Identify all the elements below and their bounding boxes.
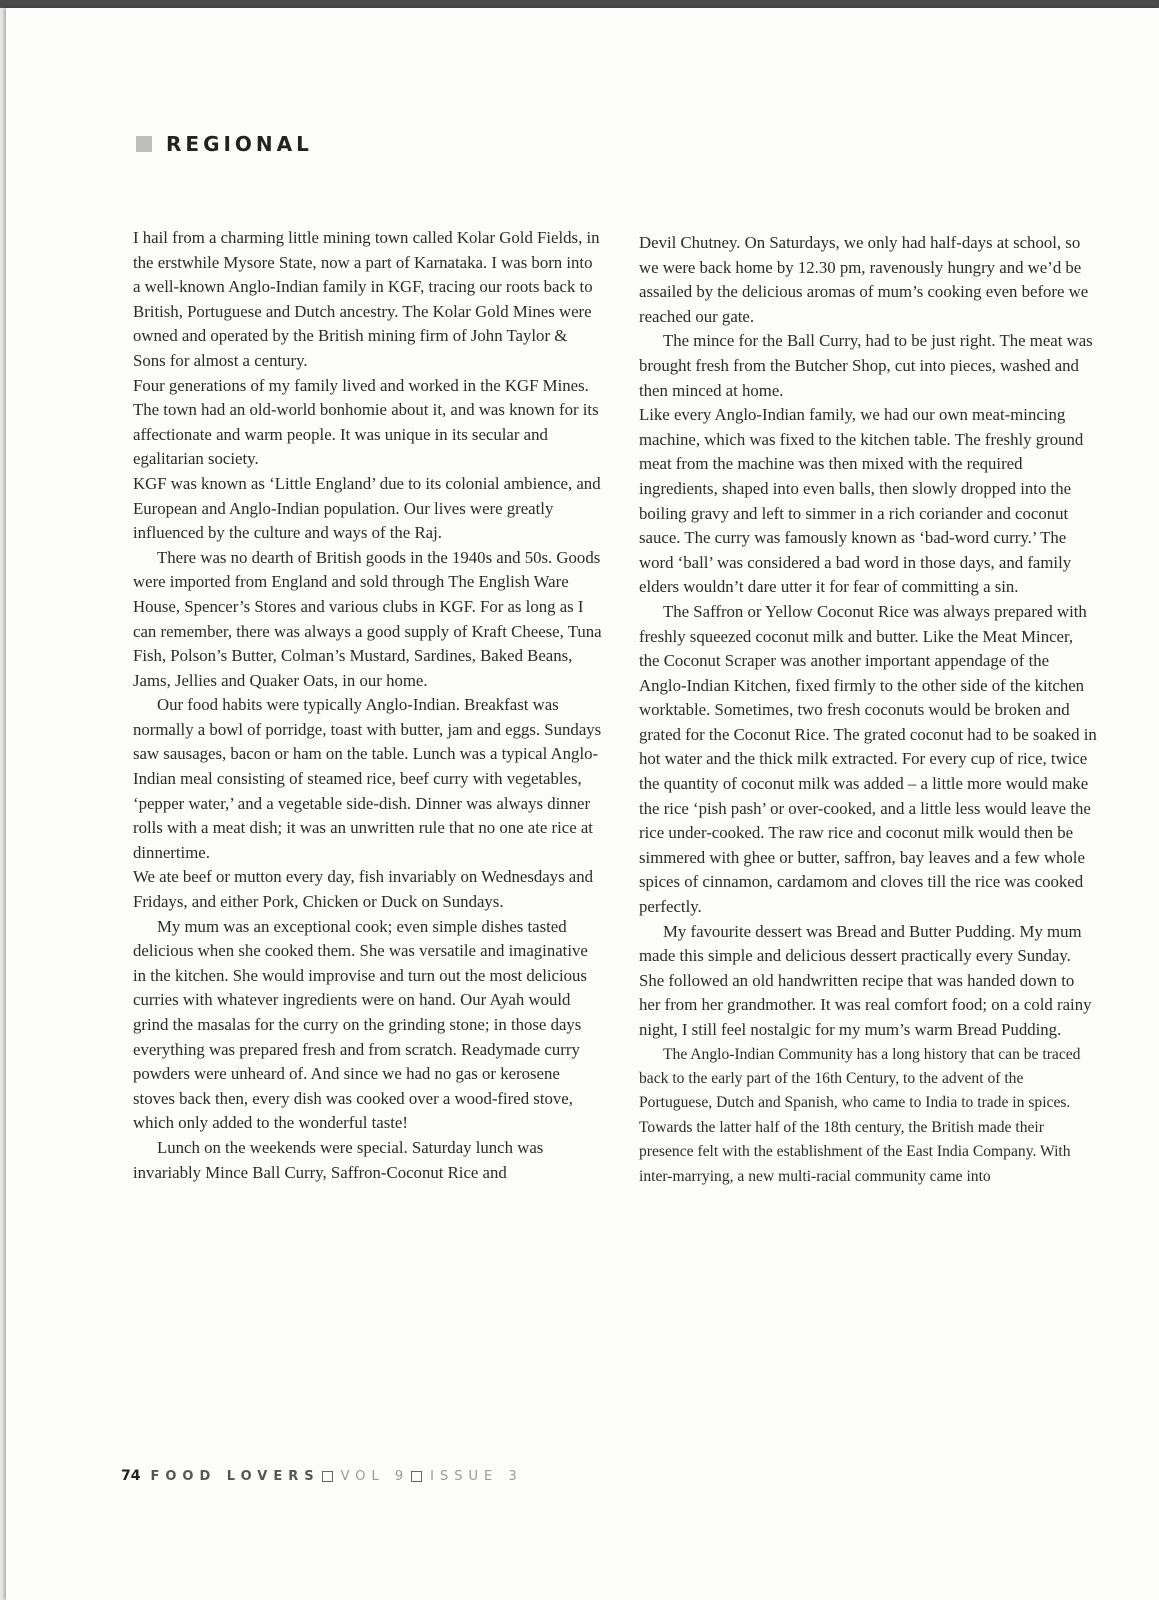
section-square-icon xyxy=(136,136,152,152)
paragraph: The Saffron or Yellow Coconut Rice was always prepared with freshly squeezed coconut milk and butter. Like the Meat Mincer, the Coconut Scraper was another important appendage of the Anglo-Indian Kitchen, fixed firmly to the other side of the kitchen worktable. Sometimes, two fresh coconuts would be broken and grated for the Coconut Rice. The grated coconut had to be soaked in hot water and the thick milk extracted. For every cup of rice, twice the quantity of coconut milk was added – a little more would make the rice ‘pish pash’ or over-cooked, and a little less would leave the rice under-cooked. The raw rice and coconut milk would then be simmered with ghee or butter, saffron, bay leaves and a few whole spices of cinnamon, cardamom and cloves till the rice was cooked perfectly. xyxy=(639,601,1097,917)
paragraph: KGF was known as ‘Little England’ due to its colonial ambience, and European and Anglo-Indian population. Our lives were greatly influenced by the culture and ways of the Raj. xyxy=(133,473,601,543)
paragraph: The Anglo-Indian Community has a long history that can be traced back to the early part of the 16th Century, to the advent of the Portuguese, Dutch and Spanish, who came to India to trade in spices. Towards the latter half of the 18th century, the British made their presence felt with the establishment of the East India Company. With inter-marrying, a new multi-racial community came into xyxy=(639,1045,1081,1185)
page-footer xyxy=(121,1468,523,1484)
left-column xyxy=(133,226,603,1185)
issue-label: ISSUE 3 xyxy=(430,1468,523,1484)
paragraph: Like every Anglo-Indian family, we had our own meat-mincing machine, which was fixed to the kitchen table. The freshly ground meat from the machine was then mixed with the required ingredients, shaped into even balls, then slowly dropped into the boiling gravy and left to simmer in a rich coriander and coconut sauce. The curry was famously known as ‘bad-word curry.’ The word ‘ball’ was considered a bad word in those days, and family elders wouldn’t dare utter it for fear of committing a sin. xyxy=(639,405,1084,597)
scan-top-edge xyxy=(0,0,1159,8)
page-number: 74 xyxy=(121,1468,141,1484)
paragraph: There was no dearth of British goods in the 1940s and 50s. Goods were imported from England and sold through The English Ware House, Spencer’s Stores and various clubs in KGF. For as long as I can remember, there was always a good supply of Kraft Cheese, Tuna Fish, Polson’s Butter, Colman’s Mustard, Sardines, Baked Beans, Jams, Jellies and Quaker Oats, in our home. xyxy=(133,547,602,690)
volume-label: VOL 9 xyxy=(340,1468,410,1484)
separator-box-icon xyxy=(322,1471,333,1482)
paragraph: My mum was an exceptional cook; even simple dishes tasted delicious when she cooked them. She was versatile and imaginative in the kitchen. She would improvise and turn out the most delicious curries with whatever ingredients were on hand. Our Ayah would grind the masalas for the curry on the grinding stone; in those days everything was prepared fresh and from scratch. Readymade curry powders were unheard of. And since we had no gas or kerosene stoves back then, every dish was cooked over a wood-fired stove, which only added to the wonderful taste! xyxy=(133,916,588,1133)
section-label: REGIONAL xyxy=(166,132,313,156)
magazine-name: FOOD LOVERS xyxy=(150,1468,320,1484)
paragraph: The mince for the Ball Curry, had to be just right. The meat was brought fresh from the Butcher Shop, cut into pieces, washed and then minced at home. xyxy=(639,331,1093,400)
section-header xyxy=(136,132,313,156)
paragraph: Lunch on the weekends were special. Saturday lunch was invariably Mince Ball Curry, Saffron-Coconut Rice and xyxy=(133,1137,544,1182)
right-column xyxy=(639,231,1097,1189)
paragraph: We ate beef or mutton every day, fish invariably on Wednesdays and Fridays, and either Pork, Chicken or Duck on Sundays. xyxy=(133,867,594,912)
separator-box-icon xyxy=(411,1471,422,1482)
paragraph: My favourite dessert was Bread and Butter Pudding. My mum made this simple and delicious dessert practically every Sunday. She followed an old handwritten recipe that was handed down to her from her grandmother. It was real comfort food; on a cold rainy night, I still feel nostalgic for my mum’s warm Bread Pudding. xyxy=(639,921,1092,1039)
paragraph: Devil Chutney. On Saturdays, we only had half-days at school, so we were back home by 12.30 pm, ravenously hungry and we’d be assailed by the delicious aromas of mum’s cooking even before we reached our gate. xyxy=(639,233,1089,326)
paragraph: I hail from a charming little mining town called Kolar Gold Fields, in the erstwhile Mysore State, now a part of Karnataka. I was born into a well-known Anglo-Indian family in KGF, tracing our roots back to British, Portuguese and Dutch ancestry. The Kolar Gold Mines were owned and operated by the British mining firm of John Taylor & Sons for almost a century. xyxy=(133,228,600,370)
paragraph: Our food habits were typically Anglo-Indian. Breakfast was normally a bowl of porridge, toast with butter, jam and eggs. Sundays saw sausages, bacon or ham on the table. Lunch was a typical Anglo-Indian meal consisting of steamed rice, beef curry with vegetables, ‘pepper water,’ and a vegetable side-dish. Dinner was always dinner rolls with a meat dish; it was an unwritten rule that no one ate rice at dinnertime. xyxy=(133,695,602,862)
paragraph: Four generations of my family lived and worked in the KGF Mines. The town had an old-world bonhomie about it, and was known for its affectionate and warm people. It was unique in its secular and egalitarian society. xyxy=(133,375,599,469)
